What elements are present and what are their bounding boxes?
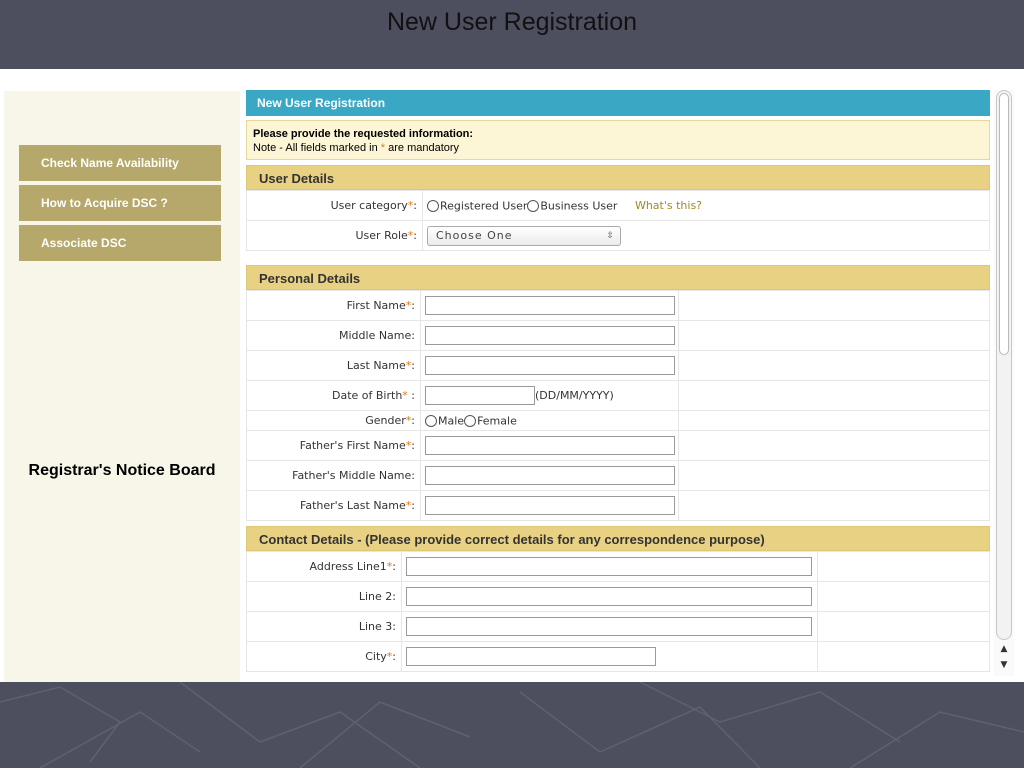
personal-details-heading: Personal Details — [246, 265, 990, 290]
first-name-label: First Name*: — [247, 291, 421, 321]
user-role-row — [247, 221, 990, 251]
scroll-thumb[interactable] — [999, 93, 1009, 355]
dob-input[interactable] — [425, 386, 535, 405]
browser-content — [0, 69, 1024, 682]
father-middle-name-label: Father's Middle Name: — [247, 461, 421, 491]
user-role-field — [423, 221, 990, 251]
background-decoration — [0, 682, 1024, 768]
whats-this-link[interactable]: What's this? — [634, 198, 703, 212]
city-label: City*: — [247, 642, 402, 672]
mandatory-star: * — [380, 142, 386, 154]
dob-format-hint: (DD/MM/YYYY) — [535, 389, 614, 402]
info-title: Please provide the requested information: — [253, 128, 474, 140]
address-line1-input[interactable] — [406, 557, 812, 576]
address-line1-label: Address Line1*: — [247, 552, 402, 582]
info-note-suffix: are mandatory — [388, 142, 460, 154]
scroll-down-icon[interactable]: ▼ — [1000, 660, 1008, 670]
panel-title: New User Registration — [246, 90, 990, 116]
middle-name-label: Middle Name: — [247, 321, 421, 351]
registered-user-radio[interactable] — [427, 200, 439, 212]
dob-label: Date of Birth* : — [247, 381, 421, 411]
female-radio[interactable] — [464, 415, 476, 427]
select-arrows-icon: ⇳ — [606, 230, 614, 241]
notice-board-link[interactable]: Registrar's Notice Board — [28, 462, 216, 479]
father-first-name-input[interactable] — [425, 436, 675, 455]
sidebar — [4, 91, 240, 682]
vertical-scrollbar[interactable] — [994, 90, 1014, 676]
middle-name-input[interactable] — [425, 326, 675, 345]
registered-user-label: Registered User — [440, 199, 528, 213]
slide-title: New User Registration — [386, 8, 638, 36]
scroll-up-icon[interactable]: ▲ — [1000, 644, 1008, 654]
contact-details-table — [246, 551, 990, 672]
user-role-select[interactable]: Choose One ⇳ — [427, 226, 621, 246]
father-last-name-input[interactable] — [425, 496, 675, 515]
registration-form — [246, 90, 990, 672]
check-name-availability-button[interactable]: Check Name Availability — [19, 145, 221, 181]
user-category-row — [247, 191, 990, 221]
user-category-field — [423, 191, 990, 221]
business-user-label: Business User — [540, 199, 618, 213]
personal-details-table — [246, 290, 990, 521]
scroll-track[interactable] — [996, 90, 1012, 640]
line2-label: Line 2: — [247, 582, 402, 612]
line3-label: Line 3: — [247, 612, 402, 642]
business-user-radio[interactable] — [527, 200, 539, 212]
user-details-heading: User Details — [246, 165, 990, 190]
line2-input[interactable] — [406, 587, 812, 606]
last-name-input[interactable] — [425, 356, 675, 375]
line3-input[interactable] — [406, 617, 812, 636]
gender-label: Gender*: — [247, 411, 421, 431]
last-name-label: Last Name*: — [247, 351, 421, 381]
city-input[interactable] — [406, 647, 656, 666]
first-name-input[interactable] — [425, 296, 675, 315]
contact-details-heading: Contact Details - (Please provide correct details for any correspondence purpose) — [246, 526, 990, 551]
father-last-name-label: Father's Last Name*: — [247, 491, 421, 521]
associate-dsc-button[interactable]: Associate DSC — [19, 225, 221, 261]
father-first-name-label: Father's First Name*: — [247, 431, 421, 461]
user-details-table — [246, 190, 990, 251]
father-middle-name-input[interactable] — [425, 466, 675, 485]
info-note-prefix: Note - All fields marked in — [253, 142, 378, 154]
male-label: Male — [438, 414, 465, 428]
female-label: Female — [477, 414, 517, 428]
user-category-label: User category*: — [247, 191, 423, 221]
user-role-label: User Role*: — [247, 221, 423, 251]
male-radio[interactable] — [425, 415, 437, 427]
info-box — [246, 120, 990, 160]
how-to-acquire-dsc-button[interactable]: How to Acquire DSC ? — [19, 185, 221, 221]
